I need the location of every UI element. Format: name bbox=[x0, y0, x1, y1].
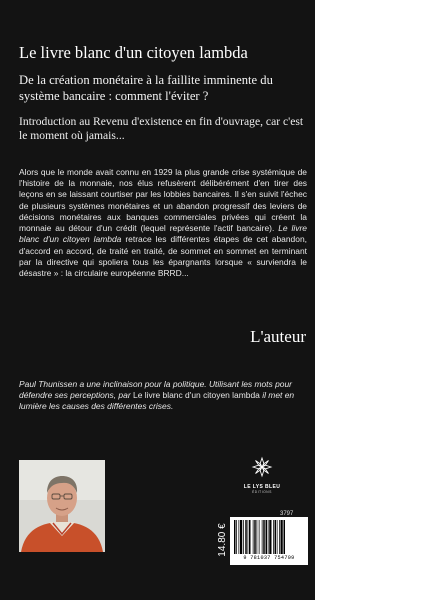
book-intro: Introduction au Revenu d'existence en fin d'ouvrage, car c'est le moment où jamais... bbox=[19, 115, 304, 143]
author-portrait bbox=[19, 460, 105, 552]
lily-icon bbox=[251, 456, 273, 478]
summary-text bbox=[19, 167, 307, 279]
author-bio bbox=[19, 379, 307, 413]
summary-part-2: retrace les différentes étapes de cet abandon, d'accord en accord, de traité en traité, de sommet en sommet en terminant par la directive qui spoliera tous les épargnants lorsque « surviendra le désastre » : la circulaire européenne BRRD... bbox=[19, 234, 307, 279]
product-code: 3797 bbox=[280, 511, 294, 517]
author-heading: L'auteur bbox=[250, 327, 306, 346]
book-title: Le livre blanc d'un citoyen lambda bbox=[19, 43, 248, 62]
author-bio-part-1: Paul Thunissen a une inclinaison pour la politique. Utilisant les mots pour défendre ses perceptions, par bbox=[19, 379, 292, 401]
isbn-barcode bbox=[230, 517, 308, 565]
book-subtitle: De la création monétaire à la faillite imminente du système bancaire : comment l'éviter ? bbox=[19, 73, 273, 103]
summary-book-title: Le livre blanc d'un citoyen lambda bbox=[19, 223, 307, 245]
isbn-number: 9 781037 754709 bbox=[243, 555, 295, 561]
summary-part-1: Alors que le monde avait connu en 1929 la plus grande crise systémique de l'histoire de la monnaie, nos élus refusèrent délibérément d'en tirer des leçons en se laissant courtiser par les lobbies bancaires. Il s'en suivit l'échec de plusieurs systèmes monétaires et un abandon progressif des leviers de décisions monétaires aux banques commerciales privées qui créent la monnaie au détour d'un crédit (lequel représente l'actif bancaire). bbox=[19, 167, 307, 234]
publisher-logo bbox=[240, 456, 284, 506]
spine-area bbox=[315, 0, 423, 600]
barcode-bars bbox=[234, 520, 304, 554]
price-label: 14.80 € bbox=[217, 523, 228, 557]
author-photo bbox=[19, 460, 105, 552]
author-bio-part-2: il met en lumière les causes des différentes crises. bbox=[19, 390, 295, 412]
author-bio-book-title: Le livre blanc d'un citoyen lambda bbox=[133, 390, 260, 401]
publisher-name: LE LYS BLEU bbox=[243, 484, 281, 490]
publisher-subtitle: ÉDITIONS bbox=[252, 490, 272, 494]
